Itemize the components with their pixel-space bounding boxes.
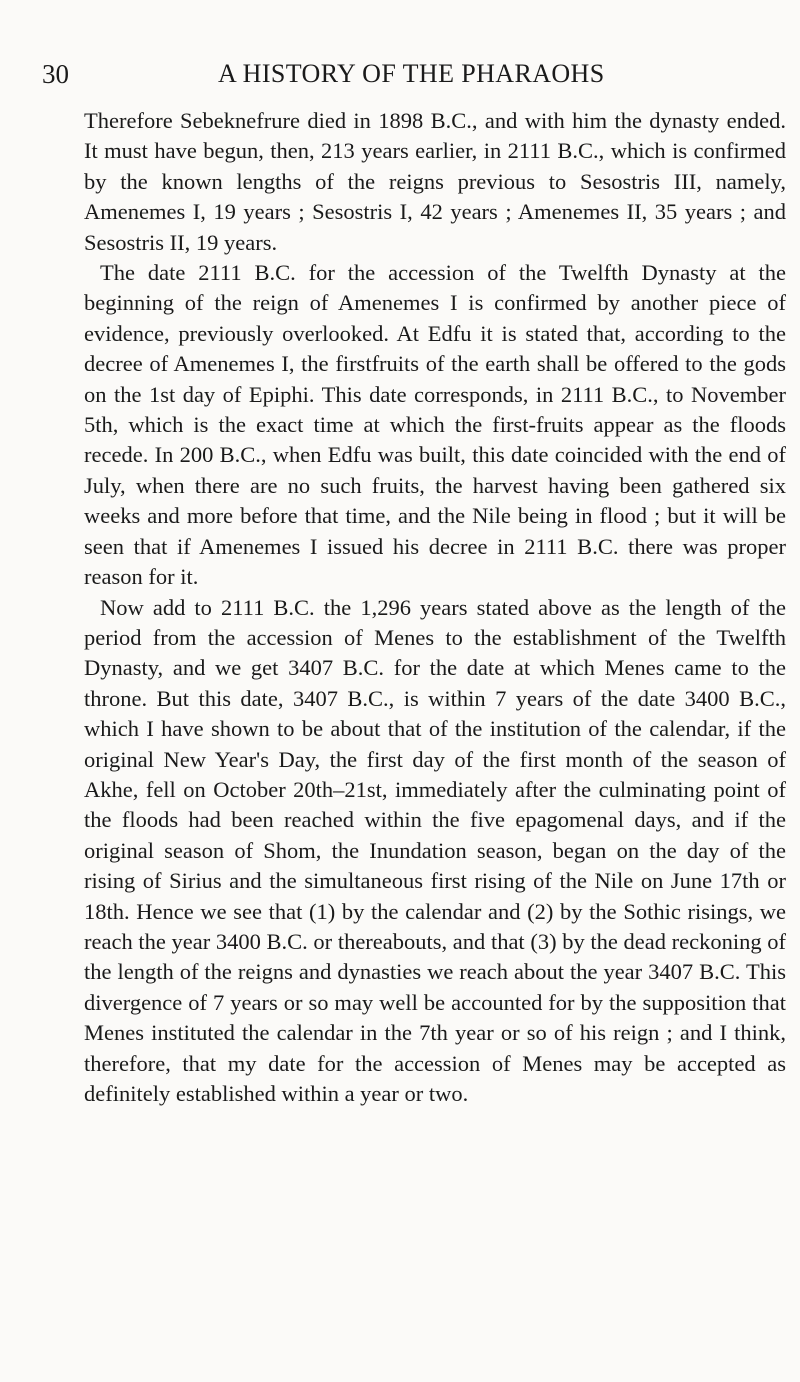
page-number: 30 — [42, 59, 69, 89]
running-head: A HISTORY OF THE PHARAOHS — [218, 59, 605, 88]
paragraph-3: Now add to 2111 B.C. the 1,296 years stated above as the length of the period from the accession of Menes to the establishment of the Twelfth Dynasty, and we get 3407 B.C. for the date at which Menes came to the throne. But this date, 3407 B.C., is within 7 years of the date 3400 B.C., which I have shown to be about that of the institution of the calendar, if the original New Year's Day, the first day of the first month of the season of Akhe, fell on October 20th–21st, immediately after the culminating point of the floods had been reached within the five epagomenal days, and if the original season of Shom, the Inundation season, began on the day of the rising of Sirius and the simultaneous first rising of the Nile on June 17th or 18th. Hence we see that (1) by the calendar and (2) by the Sothic risings, we reach the year 3400 B.C. or thereabouts, and that (3) by the dead reckoning of the length of the reigns and dynasties we reach about the year 3407 B.C. This divergence of 7 years or so may well be accounted for by the supposition that Menes instituted the calendar in the 7th year or so of his reign ; and I think, therefore, that my date for the accession of Menes may be accepted as definitely established within a year or two. — [84, 594, 786, 1106]
paragraph-2: The date 2111 B.C. for the accession of the Twelfth Dynasty at the beginning of the reign of Amenemes I is confirmed by another piece of evidence, previously overlooked. At Edfu it is stated that, according to the decree of Amenemes I, the firstfruits of the earth shall be offered to the gods on the 1st day of Epiphi. This date corresponds, in 2111 B.C., to November 5th, which is the exact time at which the first-fruits appear as the floods recede. In 200 B.C., when Edfu was built, this date coincided with the end of July, when there are no such fruits, the harvest having been gathered six weeks and more before that time, and the Nile being in flood ; but it will be seen that if Amenemes I issued his decree in 2111 B.C. there was proper reason for it. — [84, 260, 786, 590]
paragraph-1: Therefore Sebeknefrure died in 1898 B.C., and with him the dynasty ended. It must have begun, then, 213 years earlier, in 2111 B.C., which is confirmed by the known lengths of the reigns previous to Sesostris III, namely, Amenemes I, 19 years ; Sesostris I, 42 years ; Amenemes II, 35 years ; and Sesostris II, 19 years. — [84, 108, 786, 255]
body-text — [84, 106, 786, 1109]
